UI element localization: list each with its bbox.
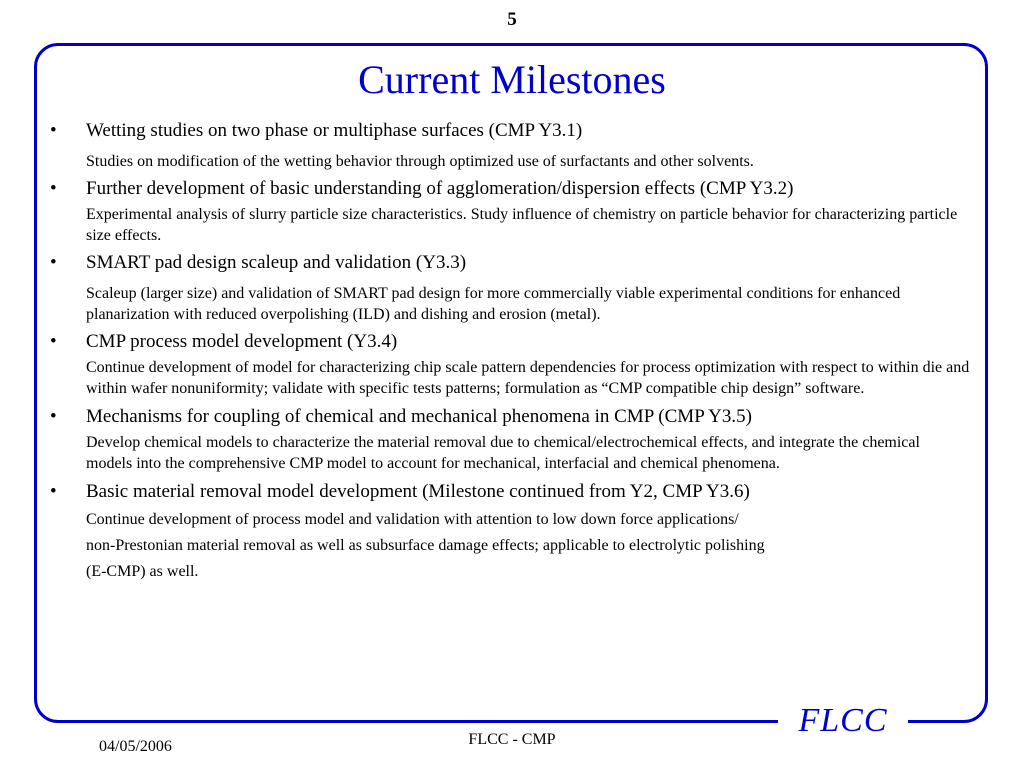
flcc-logo: FLCC	[798, 702, 888, 739]
milestone-item	[50, 119, 970, 172]
milestone-heading: Basic material removal model development (Milestone continued from Y2, CMP Y3.6)	[86, 481, 750, 502]
milestone-detail	[86, 507, 970, 585]
milestone-detail	[86, 357, 970, 399]
milestone-detail-text: non-Prestonian material removal as well as subsurface damage effects; applicable to electrolytic polishing	[86, 537, 765, 554]
milestone-item	[50, 177, 970, 246]
milestone-item	[50, 251, 970, 325]
milestone-heading-row	[50, 480, 970, 504]
bullet-icon: •	[50, 252, 57, 273]
bullet-icon: •	[50, 120, 57, 141]
milestone-detail	[86, 151, 970, 172]
bullet-icon: •	[50, 178, 57, 199]
milestone-heading: CMP process model development (Y3.4)	[86, 331, 398, 352]
milestone-heading: SMART pad design scaleup and validation (Y3.3)	[86, 252, 467, 273]
footer-label: FLCC - CMP	[468, 731, 556, 748]
milestone-detail-text: Experimental analysis of slurry particle size characteristics. Study influence of chemistry on particle behavior for characterizing particle size effects.	[86, 206, 958, 244]
milestone-heading-row	[50, 177, 970, 201]
milestone-heading-row	[50, 330, 970, 354]
milestone-heading: Further development of basic understanding of agglomeration/dispersion effects (CMP Y3.2)	[86, 178, 794, 199]
milestone-item	[50, 405, 970, 474]
milestone-detail-text: (E-CMP) as well.	[86, 563, 199, 580]
milestone-detail-text: Continue development of process model and validation with attention to low down force applications/	[86, 511, 739, 528]
slide-title: Current Milestones	[358, 57, 666, 102]
bullet-icon: •	[50, 406, 57, 427]
page-number: 5	[507, 9, 517, 30]
milestone-item	[50, 330, 970, 399]
milestone-heading: Wetting studies on two phase or multiphase surfaces (CMP Y3.1)	[86, 120, 583, 141]
milestone-list	[50, 119, 970, 585]
milestone-detail-text: Studies on modification of the wetting behavior through optimized use of surfactants and other solvents.	[86, 153, 754, 170]
bullet-icon: •	[50, 331, 57, 352]
milestone-detail-text: Scaleup (larger size) and validation of SMART pad design for more commercially viable experimental conditions for enhanced planarization with reduced overpolishing (ILD) and dishing and erosion (metal).	[86, 285, 901, 323]
milestone-heading-row	[50, 405, 970, 429]
bullet-icon: •	[50, 481, 57, 502]
milestone-heading-row	[50, 251, 970, 275]
milestone-detail	[86, 204, 970, 246]
milestone-heading-row	[50, 119, 970, 143]
milestone-heading: Mechanisms for coupling of chemical and mechanical phenomena in CMP (CMP Y3.5)	[86, 406, 752, 427]
milestone-detail-text: Develop chemical models to characterize the material removal due to chemical/electrochemical effects, and integrate the chemical models into the comprehensive CMP model to account for mechanical, interfacial and chemical phenomena.	[86, 434, 920, 472]
footer-date: 04/05/2006	[99, 738, 172, 755]
milestone-item	[50, 480, 970, 585]
milestone-detail	[86, 283, 970, 325]
milestone-detail	[86, 432, 970, 474]
milestone-detail-text: Continue development of model for characterizing chip scale pattern dependencies for process optimization with respect to within die and within wafer nonuniformity; validate with specific tests patterns; formulation as “CMP compatible chip design” software.	[86, 359, 970, 397]
